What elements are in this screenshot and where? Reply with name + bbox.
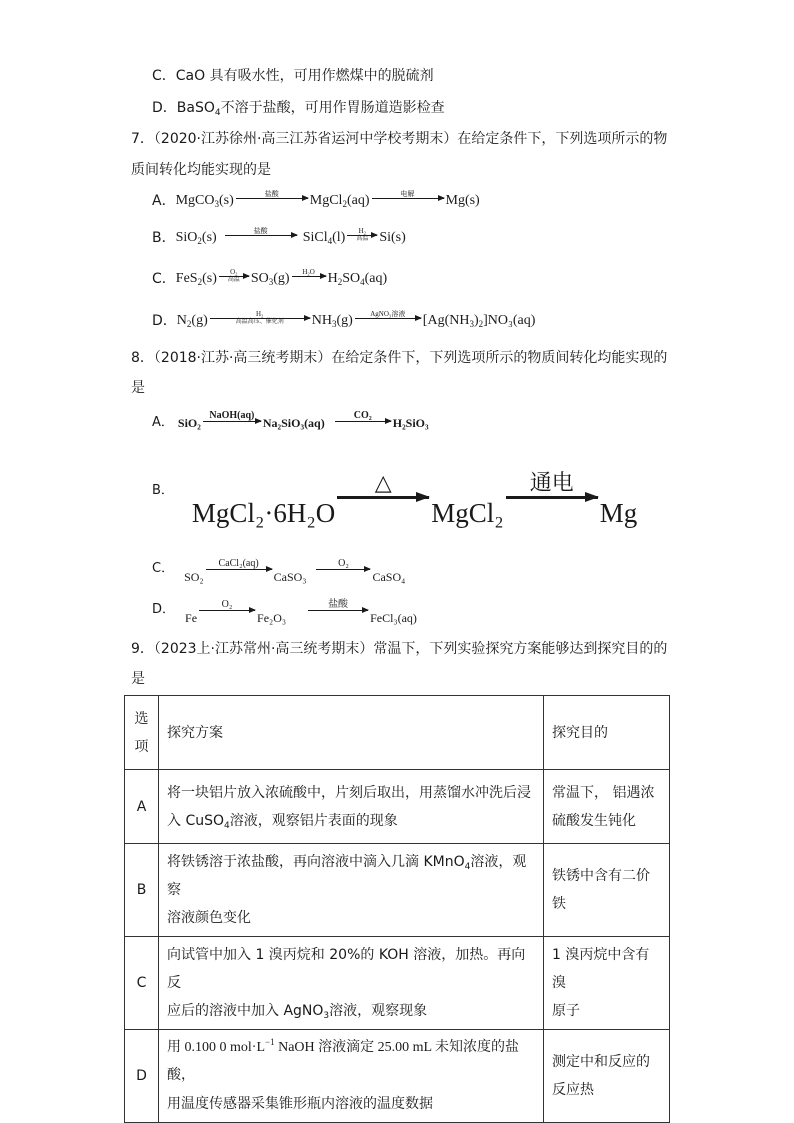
q7-a-product: Mg(s) <box>445 193 480 208</box>
q8-a-intermediate: Na₂SiO₃(aq) <box>262 416 325 430</box>
row-plan: 将铁锈溶于浓盐酸，再向溶液中滴入几滴 KMnO$_4$溶液，观察 溶液颜色变化 <box>159 844 544 937</box>
q8-a-product: H₂SiO₃ <box>392 416 429 430</box>
q8-c-reactant: SO₂ <box>184 569 204 584</box>
reaction-arrow-icon: H₂ 高温 <box>347 227 377 243</box>
q8-d-intermediate: Fe₂O₃ <box>257 610 287 625</box>
reaction-arrow-icon: 盐酸 <box>225 227 297 244</box>
table-row <box>125 937 670 1030</box>
q7-d-reactant: $N_2(g)$ <box>176 313 208 329</box>
q7-option-c: C． FeS$_2$(s) O₂ 高温 $SO_3(g)$ H₂O $H_2SO_4(aq)$ <box>152 267 388 287</box>
q9-stem-line1: 9．（2023上·江苏常州·高三统考期末）常温下，下列实验探究方案能够达到探究目的的 <box>131 641 668 657</box>
header-option: 选项 <box>125 696 159 770</box>
row-plan: 用 0.100 0 $mol\cdot L^{-1}$ NaOH 溶液滴定 25.00 mL 未知浓度的盐酸， 用温度传感器采集锥形瓶内溶液的温度数据 <box>159 1030 544 1123</box>
q8-c-intermediate: CaSO₃ <box>273 569 307 584</box>
reaction-arrow-icon: NaOH(aq) <box>203 410 261 430</box>
header-goal: 探究目的 <box>544 696 670 770</box>
q7-c-intermediate: $SO_3(g)$ <box>250 271 290 287</box>
q8-d-reactant: Fe <box>185 610 198 625</box>
reaction-arrow-icon: AgNO₃溶液 <box>355 310 421 327</box>
q7-stem-line1: 7．（2020·江苏徐州·高三江苏省运河中学校考期末）在给定条件下，下列选项所示的物 <box>131 131 668 147</box>
header-plan: 探究方案 <box>159 696 544 770</box>
row-plan: 将一块铝片放入浓硫酸中，片刻后取出，用蒸馏水冲洗后浸 入 CuSO$_4$溶液，观察铝片表面的现象 <box>159 770 544 844</box>
reaction-arrow-icon: CO₂ <box>335 410 391 430</box>
q8-d-product: FeCl₃(aq) <box>370 610 417 625</box>
row-option: B <box>125 844 159 937</box>
q7-option-d: D． $N_2(g)$ H₂ 高温高压、催化剂 $NH_3(g)$ AgNO₃溶液 $[Ag(NH_3)_2]NO_3(aq)$ <box>152 309 536 329</box>
reaction-arrow-icon: 盐酸 <box>308 599 368 622</box>
q7-a-reactant: MgCO$_3$(s) <box>175 193 234 209</box>
q8-c-product: CaSO₄ <box>372 569 406 584</box>
experiment-table <box>124 695 670 1123</box>
row-goal: 铁锈中含有二价 铁 <box>544 844 670 937</box>
row-goal: 测定中和反应的 反应热 <box>544 1030 670 1123</box>
table-header-row <box>125 696 670 770</box>
reaction-arrow-icon: O₂ 高温 <box>219 268 249 284</box>
q7-option-a: A． MgCO$_3$(s) 盐酸 MgCl$_2$(aq) 电解 Mg(s) <box>152 189 480 209</box>
q7-b-product: Si(s) <box>379 230 406 245</box>
q7-stem-line2: 质间转化均能实现的是 <box>131 162 271 178</box>
q8-option-c: C． SO₂ CaCl₂(aq) CaSO₃ O₂ CaSO₄ <box>152 561 405 584</box>
reaction-arrow-icon: CaCl₂(aq) <box>206 558 272 581</box>
table-row <box>125 770 670 844</box>
prev-option-c: C．CaO 具有吸水性，可用作燃煤中的脱硫剂 <box>152 68 434 84</box>
reaction-arrow-icon: 盐酸 <box>236 190 308 207</box>
reaction-arrow-icon: O₂ <box>199 599 255 622</box>
reaction-arrow-icon: 通电 <box>506 472 598 523</box>
q8-b-product: Mg <box>599 498 638 528</box>
reaction-arrow-icon: H₂ 高温高压、催化剂 <box>210 310 310 326</box>
q7-d-product: $[Ag(NH_3)_2]NO_3(aq)$ <box>422 313 536 329</box>
q7-option-b: B． SiO$_2$(s) 盐酸 SiCl$_4$(l) H₂ 高温 Si(s) <box>152 226 406 246</box>
prev-option-d: D．BaSO$_4$不溶于盐酸，可用作胃肠道造影检查 <box>152 100 445 118</box>
q7-b-intermediate: SiCl$_4$(l) <box>302 230 346 246</box>
q7-c-reactant: FeS$_2$(s) <box>175 271 217 287</box>
q8-stem-line1: 8．（2018·江苏·高三统考期末）在给定条件下，下列选项所示的物质间转化均能实现的 <box>131 350 668 366</box>
row-plan: 向试管中加入 1 溴丙烷和 20%的 KOH 溶液，加热。再向反 应后的溶液中加入 AgNO$_3$溶液，观察现象 <box>159 937 544 1030</box>
q8-stem-line2: 是 <box>131 380 145 396</box>
q8-b-reactant: MgCl₂·6H₂O <box>191 498 336 528</box>
reaction-arrow-icon: H₂O <box>292 268 326 285</box>
row-goal: 常温下， 铝遇浓 硫酸发生钝化 <box>544 770 670 844</box>
q8-a-reactant: SiO₂ <box>177 416 201 430</box>
q8-option-b: B． MgCl₂·6H₂O △ MgCl₂ 通电 Mg <box>152 482 637 533</box>
q9-stem-line2: 是 <box>131 671 145 687</box>
q8-b-intermediate: MgCl₂ <box>431 498 504 528</box>
row-goal: 1 溴丙烷中含有溴 原子 <box>544 937 670 1030</box>
q7-c-product: $H_2SO_4(aq)$ <box>327 271 388 287</box>
table-row <box>125 1030 670 1123</box>
q8-option-a: A． SiO₂ NaOH(aq) Na₂SiO₃(aq) CO₂ H₂SiO₃ <box>152 412 429 433</box>
row-option: D <box>125 1030 159 1123</box>
q7-d-intermediate: $NH_3(g)$ <box>311 313 353 329</box>
q7-b-reactant: SiO$_2$(s) <box>175 230 217 246</box>
reaction-arrow-icon: 电解 <box>372 190 444 207</box>
table-row <box>125 844 670 937</box>
reaction-arrow-icon: O₂ <box>316 558 370 581</box>
row-option: C <box>125 937 159 1030</box>
reaction-arrow-icon: △ <box>337 472 429 523</box>
q8-option-d: D． Fe O₂ Fe₂O₃ 盐酸 FeCl₃(aq) <box>152 602 417 625</box>
row-option: A <box>125 770 159 844</box>
q7-a-intermediate: MgCl$_2$(aq) <box>309 193 370 209</box>
